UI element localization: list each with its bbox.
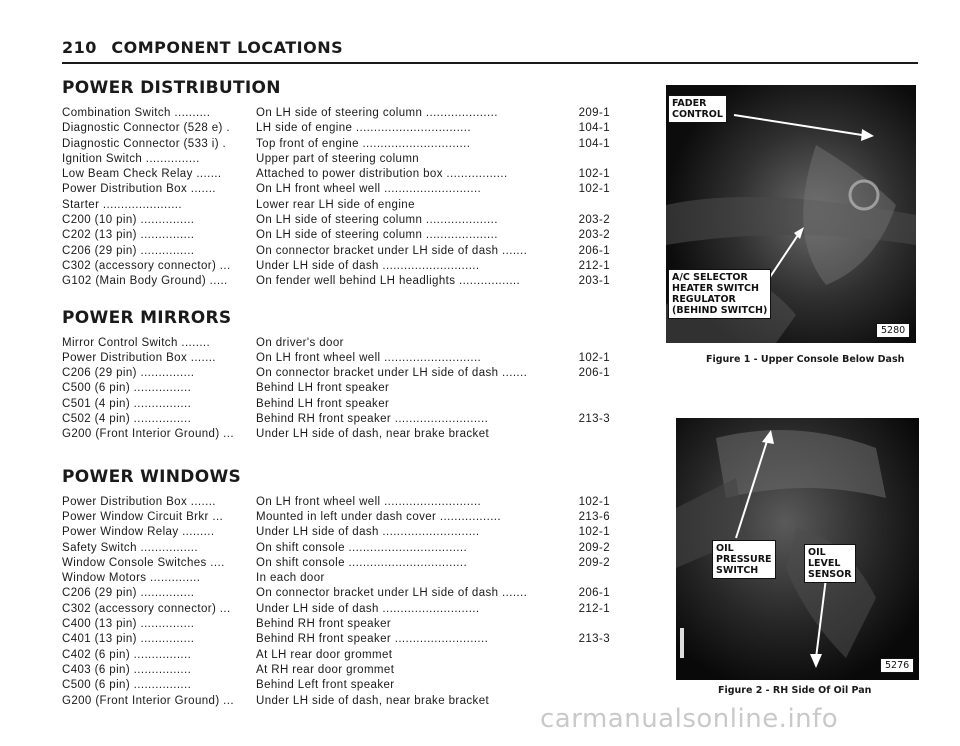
list-item <box>62 556 610 571</box>
list-item <box>62 694 610 709</box>
component-location: On fender well behind LH headlights ................. <box>256 275 521 288</box>
list-item <box>62 336 610 351</box>
list-item <box>62 381 610 396</box>
list-item <box>62 106 610 121</box>
component-name: Power Distribution Box ....... <box>62 183 216 196</box>
component-location: At LH rear door grommet <box>256 648 393 661</box>
component-page: 203-1 <box>578 275 610 288</box>
component-location: In each door <box>256 572 325 585</box>
list-item <box>62 274 610 289</box>
list-item <box>62 121 610 136</box>
oil-level-label: OIL LEVEL SENSOR <box>804 544 856 583</box>
ac-selector-label: A/C SELECTOR HEATER SWITCH REGULATOR (BEHIND SWITCH) <box>668 269 771 319</box>
component-name: C402 (6 pin) ................ <box>62 648 192 661</box>
component-name: C403 (6 pin) ................ <box>62 663 192 676</box>
list-item <box>62 571 610 586</box>
component-location: On shift console ................................. <box>256 556 468 569</box>
component-page: 203-2 <box>578 229 610 242</box>
section-power-mirrors <box>62 308 610 443</box>
component-name: C302 (accessory connector) ... <box>62 259 231 272</box>
component-location: Behind LH front speaker <box>256 382 390 395</box>
list-item <box>62 510 610 525</box>
component-location: On LH front wheel well ........................... <box>256 495 482 508</box>
figure-2-photo <box>676 418 919 680</box>
component-name: C500 (6 pin) ................ <box>62 382 192 395</box>
component-name: Window Motors .............. <box>62 572 201 585</box>
list-item <box>62 167 610 182</box>
component-location: Under LH side of dash ........................... <box>256 602 480 615</box>
component-page: 213-3 <box>578 633 610 646</box>
list-item <box>62 412 610 427</box>
component-page: 104-1 <box>578 122 610 135</box>
list-item <box>62 602 610 617</box>
component-page: 104-1 <box>578 137 610 150</box>
section-power-windows <box>62 467 610 709</box>
component-location: On connector bracket under LH side of dash ....... <box>256 587 528 600</box>
component-location: On LH front wheel well ........................... <box>256 183 482 196</box>
component-name: Diagnostic Connector (528 e) . <box>62 122 230 135</box>
section-power-distribution <box>62 78 610 290</box>
page-header <box>62 38 918 58</box>
component-location: Behind LH front speaker <box>256 397 390 410</box>
component-location: At RH rear door grommet <box>256 663 395 676</box>
component-page: 102-1 <box>578 168 610 181</box>
component-location: Under LH side of dash ........................... <box>256 259 480 272</box>
component-name: C206 (29 pin) ............... <box>62 587 195 600</box>
component-name: Diagnostic Connector (533 i) . <box>62 137 227 150</box>
component-location: Attached to power distribution box ................. <box>256 168 508 181</box>
component-location: On LH side of steering column .................... <box>256 107 498 119</box>
component-name: Mirror Control Switch ........ <box>62 336 211 349</box>
list-item <box>62 213 610 228</box>
component-name: Power Distribution Box ....... <box>62 351 216 364</box>
component-location: On LH side of steering column .................... <box>256 214 498 227</box>
list-item <box>62 663 610 678</box>
component-name: Window Console Switches .... <box>62 556 225 569</box>
component-location: Upper part of steering column <box>256 152 420 165</box>
component-list <box>62 78 610 709</box>
section-spacer <box>62 443 610 467</box>
component-page: 209-2 <box>578 556 610 569</box>
component-location: On LH front wheel well ........................... <box>256 351 482 364</box>
list-item <box>62 648 610 663</box>
component-location: Top front of engine .............................. <box>256 137 471 150</box>
page-number: 210 <box>62 38 97 57</box>
list-item <box>62 617 610 632</box>
component-page: 206-1 <box>578 244 610 257</box>
component-name: Ignition Switch ............... <box>62 152 200 165</box>
component-location: On shift console ................................. <box>256 541 468 554</box>
component-page: 102-1 <box>578 351 610 364</box>
list-item <box>62 259 610 274</box>
component-name: C401 (13 pin) ............... <box>62 633 195 646</box>
list-item <box>62 228 610 243</box>
component-page: 102-1 <box>578 526 610 539</box>
component-location: On LH side of steering column .................... <box>256 229 498 242</box>
component-page: 213-3 <box>578 413 610 426</box>
component-name: C202 (13 pin) ............... <box>62 229 195 242</box>
list-item <box>62 495 610 510</box>
list-item <box>62 182 610 197</box>
component-location: On driver's door <box>256 336 344 349</box>
component-page: 212-1 <box>578 602 610 615</box>
figure-2-number: 5276 <box>880 658 914 673</box>
figure-2-caption: Figure 2 - RH Side Of Oil Pan <box>718 685 872 696</box>
section-title: POWER WINDOWS <box>62 466 242 487</box>
component-location: LH side of engine ................................ <box>256 122 471 135</box>
page-title: COMPONENT LOCATIONS <box>111 38 344 57</box>
component-page: 209-2 <box>578 541 610 554</box>
component-name: Combination Switch .......... <box>62 107 211 119</box>
watermark: carmanualsonline.info <box>540 704 839 734</box>
component-page: 102-1 <box>578 183 610 196</box>
component-page: 206-1 <box>578 367 610 380</box>
list-item <box>62 198 610 213</box>
list-item <box>62 678 610 693</box>
component-name: C206 (29 pin) ............... <box>62 244 195 257</box>
component-name: C500 (6 pin) ................ <box>62 679 192 692</box>
component-location: Behind RH front speaker .......................... <box>256 413 489 426</box>
list-item <box>62 351 610 366</box>
component-name: G200 (Front Interior Ground) ... <box>62 428 234 441</box>
component-location: Under LH side of dash, near brake bracket <box>256 428 490 441</box>
fader-control-label: FADER CONTROL <box>668 95 727 123</box>
component-name: G200 (Front Interior Ground) ... <box>62 694 234 707</box>
component-location: On connector bracket under LH side of dash ....... <box>256 367 528 380</box>
component-name: Power Window Relay ......... <box>62 526 215 539</box>
component-page: 203-2 <box>578 214 610 227</box>
component-location: On connector bracket under LH side of dash ....... <box>256 244 528 257</box>
section-title: POWER MIRRORS <box>62 307 232 328</box>
component-page: 212-1 <box>578 259 610 272</box>
component-page: 206-1 <box>578 587 610 600</box>
figure-1-number: 5280 <box>876 323 910 338</box>
component-name: Starter ...................... <box>62 198 182 211</box>
list-item <box>62 632 610 647</box>
figure-1-caption: Figure 1 - Upper Console Below Dash <box>706 354 905 365</box>
list-item <box>62 397 610 412</box>
section-title: POWER DISTRIBUTION <box>62 78 281 98</box>
component-location: Under LH side of dash ........................... <box>256 526 480 539</box>
component-page: 102-1 <box>578 495 610 508</box>
component-name: Safety Switch ................ <box>62 541 198 554</box>
list-item <box>62 137 610 152</box>
component-name: G102 (Main Body Ground) ..... <box>62 275 228 288</box>
component-name: C502 (4 pin) ................ <box>62 413 192 426</box>
list-item <box>62 586 610 601</box>
component-page: 209-1 <box>578 107 610 119</box>
list-item <box>62 427 610 442</box>
component-name: C302 (accessory connector) ... <box>62 602 231 615</box>
component-location: Behind RH front speaker <box>256 618 392 631</box>
list-item <box>62 152 610 167</box>
figure-1-photo <box>666 85 916 343</box>
component-location: Under LH side of dash, near brake bracket <box>256 694 490 707</box>
section-spacer <box>62 290 610 308</box>
component-location: Behind Left front speaker <box>256 679 395 692</box>
component-name: Power Window Circuit Brkr ... <box>62 510 224 523</box>
component-name: C200 (10 pin) ............... <box>62 214 195 227</box>
list-item <box>62 366 610 381</box>
component-location: Mounted in left under dash cover ................. <box>256 510 502 523</box>
component-name: C501 (4 pin) ................ <box>62 397 192 410</box>
component-location: Lower rear LH side of engine <box>256 198 415 211</box>
component-name: C206 (29 pin) ............... <box>62 367 195 380</box>
list-item <box>62 525 610 540</box>
component-page: 213-6 <box>578 510 610 523</box>
oil-pressure-label: OIL PRESSURE SWITCH <box>712 540 776 579</box>
component-name: Power Distribution Box ....... <box>62 495 216 508</box>
component-name: C400 (13 pin) ............... <box>62 618 195 631</box>
component-name: Low Beam Check Relay ....... <box>62 168 222 181</box>
header-rule <box>62 62 918 64</box>
list-item <box>62 244 610 259</box>
component-location: Behind RH front speaker .......................... <box>256 633 489 646</box>
list-item <box>62 541 610 556</box>
